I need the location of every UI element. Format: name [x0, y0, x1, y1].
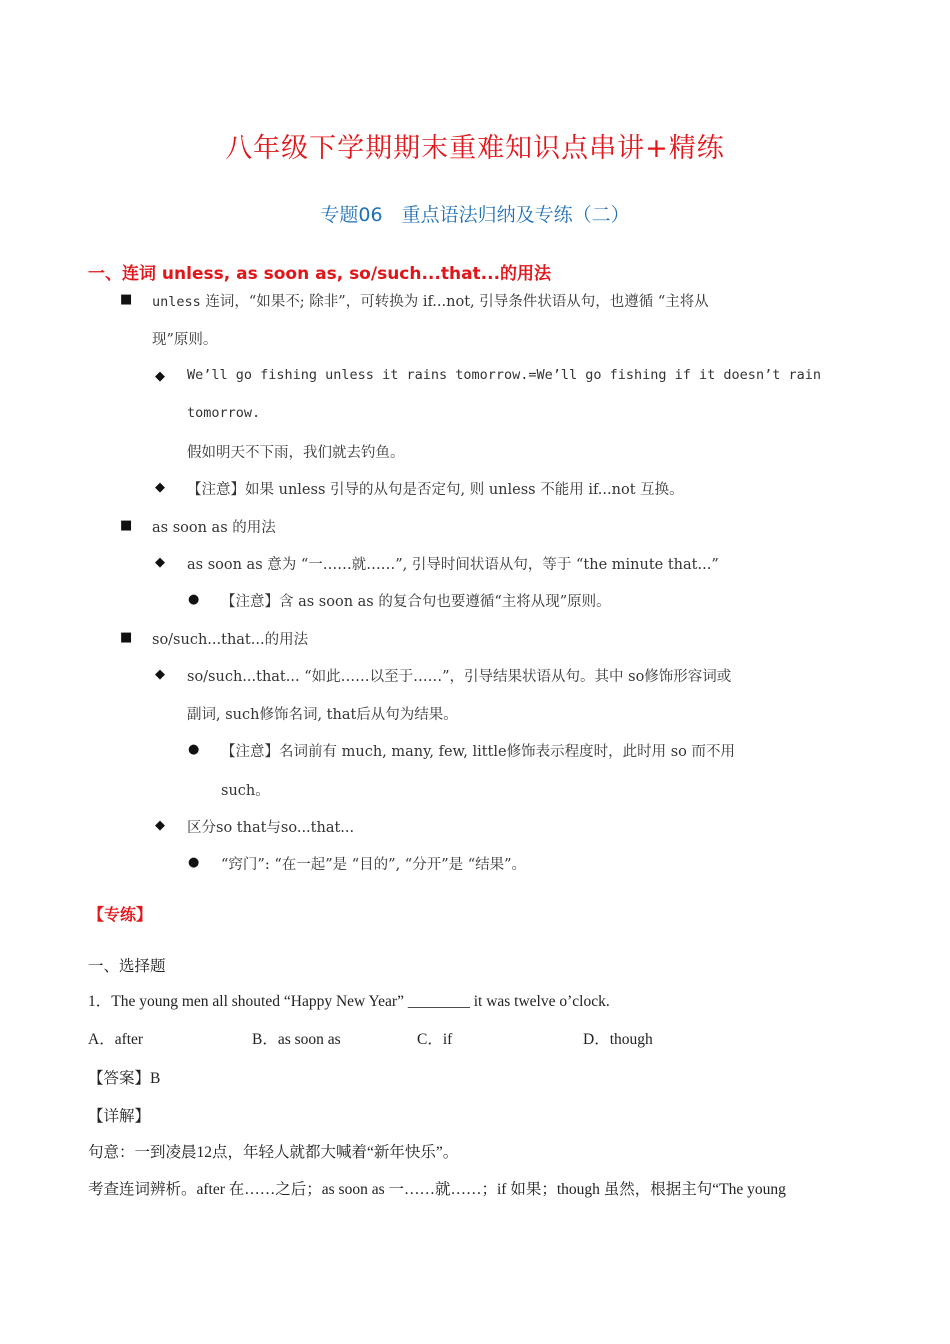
unless-example-translation: 假如明天不下雨，我们就去钓鱼。: [187, 445, 405, 461]
question-1: 1．The young men all shouted “Happy New Year” ________ it was twelve o’clock.: [88, 993, 610, 1010]
option-a: A．after: [88, 1031, 144, 1048]
as-soon-as-note: 【注意】含 as soon as 的复合句也要遵循“主将从现”原则。: [221, 594, 611, 610]
unless-example-line2: tomorrow.: [187, 405, 261, 421]
unless-definition: [152, 290, 709, 311]
so-such-note-line1: 【注意】名词前有 much, many, few, little修饰表示程度时，此时用 so 而不用: [221, 744, 735, 760]
dot-bullet-icon: ●: [188, 742, 200, 757]
unless-text-line1: 连词，“如果不; 除非”，可转换为 if...not, 引导条件状语从句，也遵循 “主将从: [205, 294, 709, 310]
option-d: D．though: [583, 1031, 653, 1048]
page-title: 八年级下学期期末重难知识点串讲+精练: [225, 133, 725, 164]
option-c: C．if: [417, 1031, 453, 1048]
dot-bullet-icon: ●: [188, 592, 200, 607]
unless-note: 【注意】如果 unless 引导的从句是否定句, 则 unless 不能用 if...not 互换。: [187, 482, 684, 498]
diamond-bullet-icon: ◆: [155, 818, 165, 833]
diamond-bullet-icon: ◆: [155, 667, 165, 682]
square-bullet-icon: ■: [120, 630, 133, 645]
square-bullet-icon: ■: [120, 518, 133, 533]
page-subtitle: 专题06 重点语法归纳及专练（二）: [320, 204, 630, 226]
section-heading: 一、连词 unless, as soon as, so/such...that...的用法: [88, 264, 552, 284]
practice-heading: 【专练】: [88, 905, 153, 924]
option-b: B．as soon as: [252, 1031, 341, 1048]
diamond-bullet-icon: ◆: [155, 369, 165, 384]
unless-label: unless: [152, 294, 201, 310]
answer-label: 【答案】B: [88, 1070, 161, 1087]
so-such-heading: so/such...that...的用法: [152, 632, 309, 648]
detail-analysis: 考查连词辨析。after 在……之后；as soon as 一……就……；if 如果；though 虽然，根据主句“The young: [88, 1181, 786, 1198]
detail-meaning: 句意：一到凌晨12点，年轻人就都大喊着“新年快乐”。: [88, 1144, 459, 1161]
so-such-note-line2: such。: [221, 783, 270, 799]
dot-bullet-icon: ●: [188, 855, 200, 870]
so-such-meaning-line1: so/such...that... “如此……以至于……”，引导结果状语从句。其中 so修饰形容词或: [187, 669, 732, 685]
so-such-meaning-line2: 副词, such修饰名词, that后从句为结果。: [187, 707, 458, 723]
diamond-bullet-icon: ◆: [155, 555, 165, 570]
practice-part-title: 一、选择题: [88, 958, 166, 975]
so-such-tip: “窍门”: “在一起”是 “目的”, “分开”是 “结果”。: [221, 857, 527, 873]
so-such-distinguish: 区分so that与so...that...: [187, 820, 355, 836]
unless-example-line1: We’ll go fishing unless it rains tomorrow.=We’ll go fishing if it doesn’t rain: [187, 367, 821, 383]
as-soon-as-heading: as soon as 的用法: [152, 520, 276, 536]
unless-text-line2: 现”原则。: [152, 332, 218, 348]
detail-label: 【详解】: [88, 1108, 151, 1125]
diamond-bullet-icon: ◆: [155, 480, 165, 495]
as-soon-as-meaning: as soon as 意为 “一……就……”, 引导时间状语从句，等于 “the minute that...”: [187, 557, 719, 573]
square-bullet-icon: ■: [120, 292, 133, 307]
